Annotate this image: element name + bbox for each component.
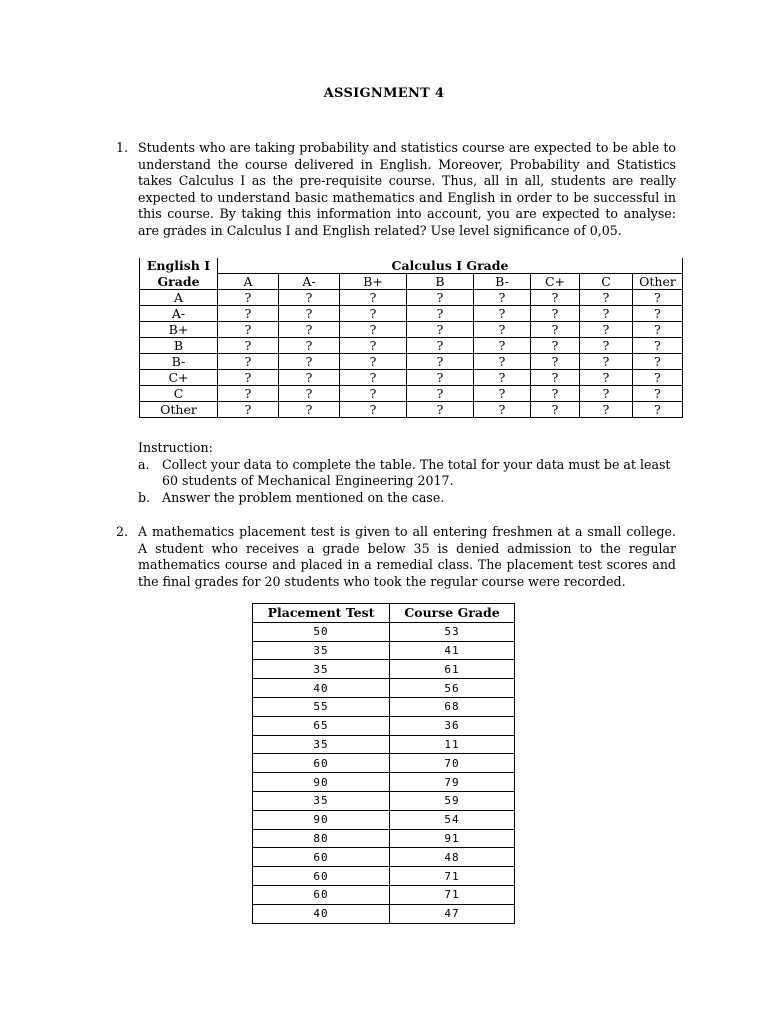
column-header: B <box>407 274 474 290</box>
course-grade-cell: 71 <box>390 867 515 886</box>
table-row <box>140 322 683 338</box>
row-label: C <box>140 386 218 402</box>
table-cell: ? <box>279 306 340 322</box>
table-row <box>140 370 683 386</box>
placement-score-cell: 90 <box>253 810 390 829</box>
table-cell: ? <box>633 354 683 370</box>
table-cell: ? <box>580 386 633 402</box>
instruction-mark: b. <box>138 489 151 505</box>
table-cell: ? <box>474 306 531 322</box>
table-cell: ? <box>279 290 340 306</box>
placement-score-cell: 35 <box>253 791 390 810</box>
table-cell: ? <box>531 370 580 386</box>
instruction-text: Collect your data to complete the table. The total for your data must be at least 60 students of Mechanical Engineering 2017. <box>162 456 671 488</box>
table-cell: ? <box>531 354 580 370</box>
course-grade-cell: 36 <box>390 716 515 735</box>
question-1-number: 1. <box>116 140 129 155</box>
placement-score-cell: 65 <box>253 716 390 735</box>
course-grade-cell: 54 <box>390 810 515 829</box>
table-row <box>253 791 515 810</box>
table-cell: ? <box>407 370 474 386</box>
course-grade-cell: 56 <box>390 679 515 698</box>
table-cell: ? <box>218 290 279 306</box>
table-cell: ? <box>580 290 633 306</box>
table-cell: ? <box>340 402 407 418</box>
row-label: C+ <box>140 370 218 386</box>
table-cell: ? <box>218 354 279 370</box>
placement-score-cell: 35 <box>253 641 390 660</box>
row-header <box>140 258 218 274</box>
table-cell: ? <box>279 370 340 386</box>
course-grade-cell: 61 <box>390 660 515 679</box>
row-label: A- <box>140 306 218 322</box>
table-row <box>140 306 683 322</box>
course-grade-cell: 48 <box>390 848 515 867</box>
table-cell: ? <box>279 386 340 402</box>
table-cell: ? <box>407 306 474 322</box>
table-cell: ? <box>340 338 407 354</box>
table-row <box>140 354 683 370</box>
question-2-number: 2. <box>116 524 129 539</box>
table-cell: ? <box>531 322 580 338</box>
table-cell: ? <box>407 322 474 338</box>
course-grade-cell: 68 <box>390 697 515 716</box>
course-grade-cell: 47 <box>390 904 515 923</box>
table-cell: ? <box>407 290 474 306</box>
table-cell: ? <box>218 370 279 386</box>
row-label: B <box>140 338 218 354</box>
table-cell: ? <box>531 386 580 402</box>
course-grade-cell: 11 <box>390 735 515 754</box>
row-label: B+ <box>140 322 218 338</box>
instruction-text: Answer the problem mentioned on the case. <box>162 489 445 505</box>
table-cell: ? <box>218 338 279 354</box>
table-row <box>253 660 515 679</box>
table-cell: ? <box>580 306 633 322</box>
column-group-header: Calculus I Grade <box>218 258 683 274</box>
table-row <box>253 848 515 867</box>
table-cell: ? <box>633 322 683 338</box>
table-cell: ? <box>218 306 279 322</box>
table-row <box>253 622 515 641</box>
column-header: A- <box>279 274 340 290</box>
table-row <box>253 697 515 716</box>
table-cell: ? <box>279 354 340 370</box>
placement-score-cell: 80 <box>253 829 390 848</box>
table-row <box>253 754 515 773</box>
placement-score-cell: 35 <box>253 735 390 754</box>
table-cell: ? <box>474 322 531 338</box>
course-grade-cell: 41 <box>390 641 515 660</box>
instructions <box>138 440 678 506</box>
table-cell: ? <box>474 338 531 354</box>
question-1 <box>116 140 676 239</box>
row-label: A <box>140 290 218 306</box>
instruction-item <box>138 490 678 507</box>
table-cell: ? <box>580 322 633 338</box>
table-cell: ? <box>218 322 279 338</box>
placement-score-cell: 40 <box>253 904 390 923</box>
table-cell: ? <box>218 402 279 418</box>
contingency-table <box>139 258 683 418</box>
table-cell: ? <box>474 370 531 386</box>
table-cell: ? <box>633 386 683 402</box>
table-cell: ? <box>279 322 340 338</box>
table-cell: ? <box>340 386 407 402</box>
table-cell: ? <box>531 402 580 418</box>
question-2 <box>116 524 676 590</box>
table-cell: ? <box>340 322 407 338</box>
table-cell: ? <box>474 402 531 418</box>
table-cell: ? <box>633 338 683 354</box>
placement-score-cell: 60 <box>253 848 390 867</box>
table-row <box>253 773 515 792</box>
instruction-label: Instruction: <box>138 440 213 455</box>
table-cell: ? <box>474 290 531 306</box>
table-cell: ? <box>580 402 633 418</box>
row-header-line1: English I <box>146 258 211 274</box>
placement-score-cell: 55 <box>253 697 390 716</box>
table-cell: ? <box>474 354 531 370</box>
table-cell: ? <box>474 386 531 402</box>
table-cell: ? <box>531 338 580 354</box>
table-cell: ? <box>340 354 407 370</box>
course-grade-cell: 71 <box>390 885 515 904</box>
table-row <box>253 735 515 754</box>
table-cell: ? <box>633 402 683 418</box>
column-header: B+ <box>340 274 407 290</box>
question-2-text: A mathematics placement test is given to all entering freshmen at a small college. A student who receives a grade below 35 is denied admission to the regular mathematics course and placed in a remedial class. The placement test scores and the final grades for 20 students who took the regular course were recorded. <box>138 524 676 589</box>
row-header-line2: Grade <box>140 274 218 290</box>
table-row <box>140 290 683 306</box>
instruction-mark: a. <box>138 456 150 472</box>
course-grade-cell: 70 <box>390 754 515 773</box>
column-header: A <box>218 274 279 290</box>
table-cell: ? <box>407 386 474 402</box>
table-cell: ? <box>407 354 474 370</box>
table-cell: ? <box>633 370 683 386</box>
table-cell: ? <box>633 290 683 306</box>
placement-score-cell: 60 <box>253 867 390 886</box>
table-cell: ? <box>580 338 633 354</box>
table-cell: ? <box>279 338 340 354</box>
placement-score-cell: 50 <box>253 622 390 641</box>
placement-test-header: Placement Test <box>253 604 390 623</box>
table-row <box>253 904 515 923</box>
row-label: Other <box>140 402 218 418</box>
course-grade-header: Course Grade <box>390 604 515 623</box>
row-label: B- <box>140 354 218 370</box>
column-header: C+ <box>531 274 580 290</box>
table-row <box>253 716 515 735</box>
column-header: B- <box>474 274 531 290</box>
table-cell: ? <box>407 338 474 354</box>
course-grade-cell: 53 <box>390 622 515 641</box>
table-cell: ? <box>407 402 474 418</box>
placement-score-cell: 60 <box>253 754 390 773</box>
placement-table <box>252 603 515 924</box>
column-header: C <box>580 274 633 290</box>
table-cell: ? <box>580 354 633 370</box>
table-row <box>140 402 683 418</box>
table-cell: ? <box>580 370 633 386</box>
table-row <box>140 386 683 402</box>
table-cell: ? <box>531 306 580 322</box>
table-row <box>253 679 515 698</box>
table-row <box>253 810 515 829</box>
table-cell: ? <box>531 290 580 306</box>
placement-score-cell: 35 <box>253 660 390 679</box>
question-1-text: Students who are taking probability and statistics course are expected to be able to understand the course delivered in English. Moreover, Probability and Statistics takes Calculus I as the pre-requisite course. Thus, all in all, students are really expected to understand basic mathematics and English in order to be successful in this course. By taking this information into account, you are expected to analyse: are grades in Calculus I and English related? Use level significance of 0,05. <box>138 140 676 238</box>
table-row <box>140 338 683 354</box>
table-cell: ? <box>340 290 407 306</box>
placement-score-cell: 60 <box>253 885 390 904</box>
instruction-item <box>138 457 678 490</box>
placement-score-cell: 90 <box>253 773 390 792</box>
course-grade-cell: 79 <box>390 773 515 792</box>
table-cell: ? <box>279 402 340 418</box>
course-grade-cell: 91 <box>390 829 515 848</box>
table-cell: ? <box>218 386 279 402</box>
table-cell: ? <box>340 370 407 386</box>
column-header: Other <box>633 274 683 290</box>
table-row <box>253 829 515 848</box>
table-row <box>253 867 515 886</box>
table-cell: ? <box>633 306 683 322</box>
placement-score-cell: 40 <box>253 679 390 698</box>
course-grade-cell: 59 <box>390 791 515 810</box>
table-cell: ? <box>340 306 407 322</box>
assignment-title: ASSIGNMENT 4 <box>323 86 445 101</box>
table-row <box>253 885 515 904</box>
table-row <box>253 641 515 660</box>
